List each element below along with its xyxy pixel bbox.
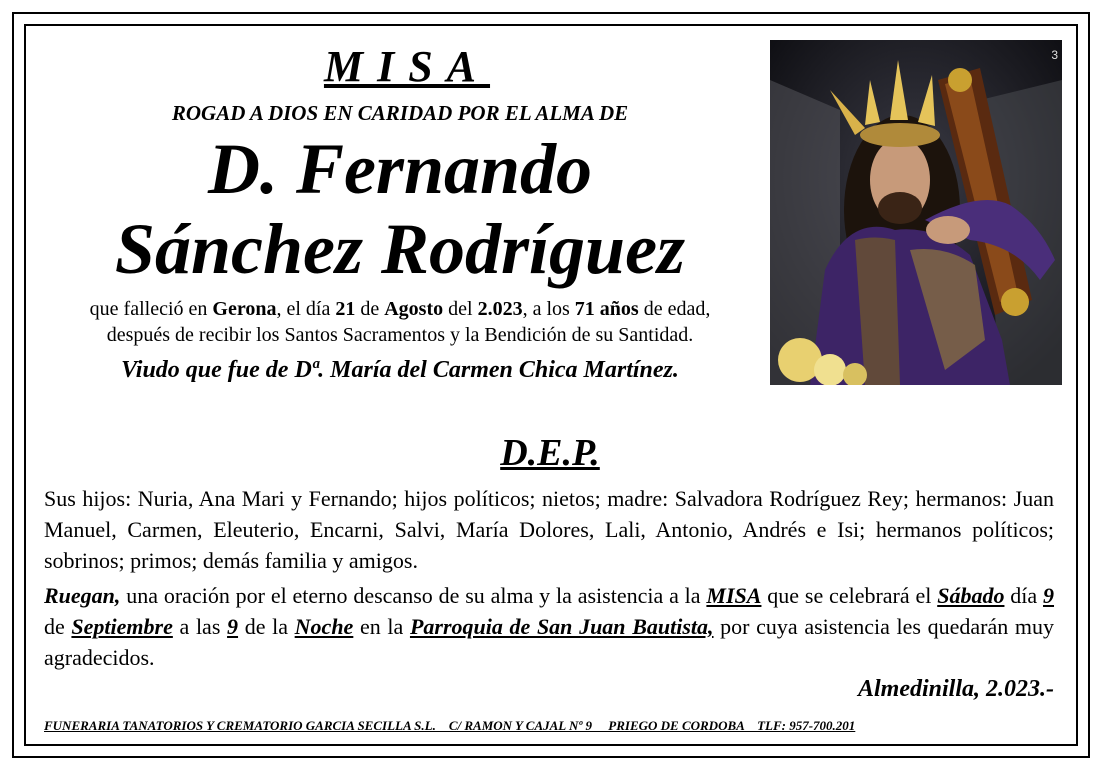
mass-text-part: en la [353, 614, 410, 639]
sacraments-line: después de recibir los Santos Sacramentos y la Bendición de su Santidad. [106, 324, 694, 346]
place-date: Almedinilla, 2.023.- [857, 676, 1054, 702]
family-paragraph: Sus hijos: Nuria, Ana Mari y Fernando; hijos políticos; nietos; madre: Salvadora Rodríguez Rey; hermanos: Juan Manuel, Carmen, Eleuterio, Encarni, Salvi, María Dolores, Lali, Antonio, Andrés e Isi; hermanos políticos; sobrinos; primos; demás familia y amigos. [44, 486, 1054, 573]
mass-day: 9 [1043, 583, 1055, 608]
mass-text-part: que se celebrará el [761, 583, 938, 608]
mass-text-part: de [44, 614, 72, 639]
death-month: Agosto [384, 298, 444, 320]
age: 71 años [574, 298, 639, 320]
mass-hour: 9 [227, 614, 239, 639]
bio-text [30, 296, 770, 348]
dep-heading: D.E.P. [500, 432, 600, 474]
nazareno-figure-icon [770, 40, 1062, 385]
deceased-name-line1: D. Fernando [207, 129, 593, 209]
ruegan-word: Ruegan, [44, 583, 121, 608]
mass-text-part: de la [238, 614, 295, 639]
mass-weekday: Sábado [937, 583, 1005, 608]
mass-month: Septiembre [71, 614, 173, 639]
mass-paragraph [44, 580, 1054, 673]
funeral-home-footer: FUNERARIA TANATORIOS Y CREMATORIO GARCIA SECILLA S.L. C/ RAMON Y CAJAL Nº 9 PRIEGO DE CORDOBA TLF: 957-700.201 [44, 718, 856, 733]
header [30, 40, 770, 385]
photo-number: 3 [1051, 48, 1058, 62]
intro-line: ROGAD A DIOS EN CARIDAD POR EL ALMA DE [171, 101, 629, 125]
misa-title: MISA [323, 42, 491, 91]
mass-time-of-day: Noche [294, 614, 354, 639]
bio-text-part: , a los [522, 298, 575, 320]
bio-text-part: que falleció en [89, 298, 213, 320]
mass-text-part: una oración por el eterno descanso de su alma y la asistencia a la [120, 583, 707, 608]
mass-text-part: por cuya asistencia les quedarán muy agradecidos. [44, 614, 1055, 670]
bio-text-part: de edad, [638, 298, 711, 320]
mass-text-part: a las [172, 614, 228, 639]
bio-text-part: del [443, 298, 478, 320]
widow-line: Viudo que fue de Dª. María del Carmen Chica Martínez. [121, 357, 679, 383]
death-year: 2.023 [477, 298, 523, 320]
misa-word: MISA [706, 583, 762, 608]
church-name: Parroquia de San Juan Bautista, [409, 614, 714, 639]
bio-text-part: de [355, 298, 385, 320]
religious-image [770, 40, 1062, 385]
deceased-name-line2: Sánchez Rodríguez [114, 209, 686, 289]
death-place: Gerona [212, 298, 277, 320]
bio-text-part: , el día [276, 298, 336, 320]
mass-text-part: día [1004, 583, 1044, 608]
death-day: 21 [335, 298, 356, 320]
